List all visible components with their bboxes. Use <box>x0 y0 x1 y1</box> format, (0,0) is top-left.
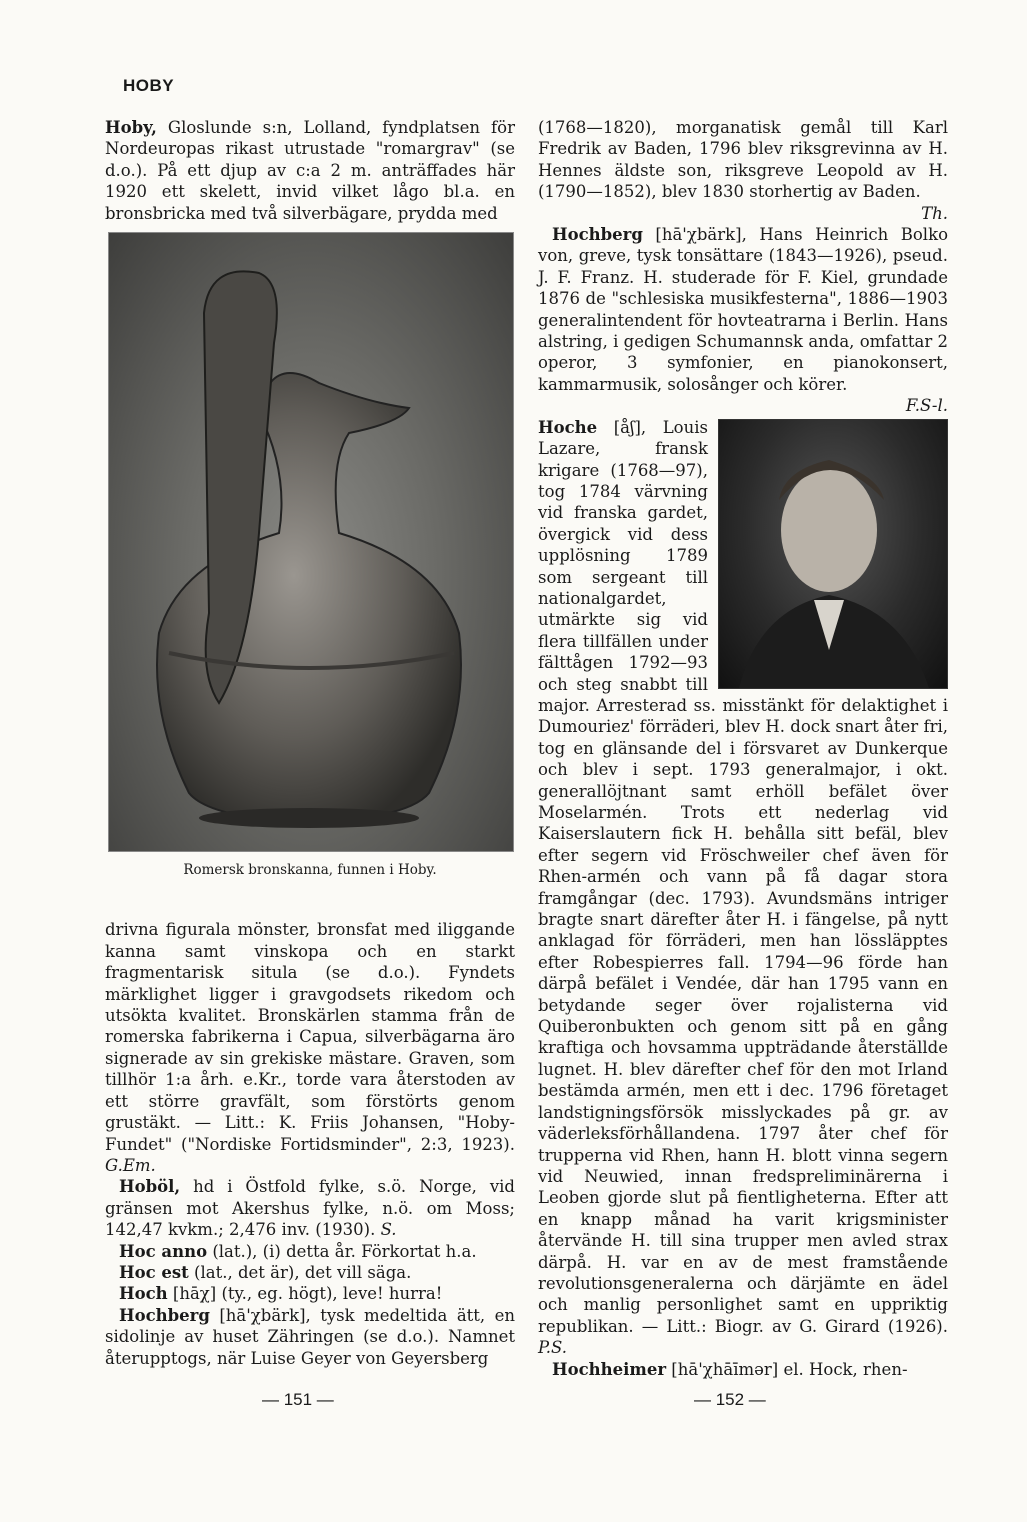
entry-hochberg-continued <box>538 117 948 224</box>
entry-hoby-continued <box>105 919 515 1176</box>
headword: Hoc est <box>119 1262 189 1282</box>
headword: Hoch <box>119 1284 168 1304</box>
entry-text: [hā'χbärk], Hans Heinrich Bolko von, greve, tysk tonsättare (1843—1926), pseud. J. F. Franz. H. studerade för F. Kiel, grundade 1876 de "schlesiska musikfesterna", 1886—1903 generalintendent för hovteatrarna i Berlin. Hans alstring, i gedigen Schumannsk anda, omfattar 2 operor, 3 symfonier, en pianokonsert, kammarmusik, solosånger och körer. <box>538 225 948 394</box>
entry-hochheimer <box>538 1359 948 1380</box>
author-signature: S. <box>380 1220 397 1240</box>
entry-hoc-anno <box>105 1241 515 1262</box>
entry-text: (lat.), (i) detta år. Förkortat h.a. <box>207 1241 477 1261</box>
entry-hochberg-composer <box>538 224 948 417</box>
entry-hobol <box>105 1176 515 1240</box>
bronze-jug-image <box>108 232 514 852</box>
entry-text: [hā'χbärk], tysk medeltida ätt, en sidolinje av huset Zähringen (se d.o.). Namnet återupptogs, när Luise Geyer von Geyersberg <box>105 1305 515 1368</box>
running-header: HOBY <box>123 76 175 95</box>
page-number-right: — 152 — <box>694 1390 766 1409</box>
headword: Hoby, <box>105 118 157 137</box>
hoche-portrait-image <box>718 419 948 689</box>
entry-text: [hā'χhāīmər] el. Hock, rhen- <box>666 1359 908 1379</box>
entry-hochberg-family <box>105 1305 515 1369</box>
author-signature: G.Em. <box>105 1155 156 1175</box>
page-number-left: — 151 — <box>262 1390 334 1409</box>
headword: Hoböl, <box>119 1177 181 1197</box>
headword: Hochheimer <box>552 1359 667 1379</box>
headword: Hochberg <box>552 225 643 245</box>
portrait-illustration <box>719 420 947 688</box>
jug-illustration <box>109 233 513 851</box>
entry-text: (lat., det är), det vill säga. <box>188 1262 412 1282</box>
entry-hoby <box>105 117 515 224</box>
headword: Hochberg <box>119 1305 210 1325</box>
entry-hoch <box>105 1283 515 1304</box>
right-column <box>538 117 948 1380</box>
author-signature: F.S-l. <box>905 396 948 416</box>
author-signature: Th. <box>921 203 948 223</box>
headword: Hoc anno <box>119 1241 208 1261</box>
left-column <box>105 117 515 1369</box>
entry-text: [åʃ], Louis Lazare, fransk krigare (1768—97), tog 1784 värvning vid franska gardet, övergick vid dess upplösning 1789 som sergeant till nationalgardet, utmärkte sig vid flera tillfällen under fälttågen 1792—93 och steg snabbt till major. Arresterad ss. misstänkt för delaktighet i Dumouriez' förräderi, blev H. dock snart åter fri, tog en glänsande del i försvaret av Dunkerque och blev i sept. 1793 generalmajor, i okt. generallöjtnant samt erhöll befälet över Moselarmén. Trots ett nederlag vid Kaiserslautern fick H. behålla sitt befäl, blev efter segern vid Fröschweiler chef även för Rhen-armén och vann på få dagar stora framgångar (dec. 1793). Avundsmäns intriger bragte snart därefter åter H. i fängelse, på nytt anklagad för förräderi, men han lössläpptes efter Robespierres fall. 1794—96 förde han därpå befälet i Vendée, där han 1795 vann en betydande seger över rojalisterna vid Quiberonbukten och genom sitt på en gång kraftiga och hovsamma uppträdande återställde lugnet. H. blev därefter chef för den mot Irland bestämda armén, men ett i dec. 1796 företaget landstigningsförsök misslyckades på gr. av väderleksförhållandena. 1797 åter chef för trupperna vid Rhen, hann H. blott vinna segern vid Neuwied, innan fredspreliminärerna i Leoben gjorde slut på fientligheterna. Efter att en knapp månad ha varit krigsminister återvände H. till sina trupper men avled strax därpå. H. var en av de mest framstående revolutionsgeneralerna och därjämte en ädel och manlig personlighet samt en uppriktig republikan. — Litt.: Biogr. av G. Girard (1926). <box>538 417 948 1336</box>
entry-text: (1768—1820), morganatisk gemål till Karl Fredrik av Baden, 1796 blev riksgrevinna av H. Hennes äldste son, riksgreve Leopold av H. (1790—1852), blev 1830 storhertig av Baden. <box>538 118 948 202</box>
author-signature: P.S. <box>538 1338 567 1358</box>
headword: Hoche <box>538 417 598 437</box>
entry-text: [hāχ] (ty., eg. högt), leve! hurra! <box>167 1284 443 1304</box>
figure-caption: Romersk bronskanna, funnen i Hoby. <box>183 862 437 879</box>
entry-text: Gloslunde s:n, Lolland, fyndplatsen för Nordeuropas rikast utrustade "romargrav" (se d.o.). På ett djup av c:a 2 m. anträffades här 1920 ett skelett, invid vilket lågo bl.a. en bronsbricka med två silverbägare, prydda med <box>105 118 515 223</box>
entry-text: drivna figurala mönster, bronsfat med iliggande kanna samt vinskopa och en starkt fragmentarisk situla (se d.o.). Fyndets märklighet ligger i gravgodsets rikedom och utsökta kvalitet. Bronskärlen stamma från de romerska fabrikerna i Capua, silverbägarna äro signerade av sin grekiske mästare. Graven, som tillhör 1:a årh. e.Kr., torde vara återstoden av ett större gravfält, som förstörts genom grustäkt. — Litt.: K. Friis Johansen, "Hoby-Fundet" ("Nordiske Fortidsminder", 2:3, 1923). <box>105 920 515 1154</box>
entry-hoc-est <box>105 1262 515 1283</box>
entry-text: hd i Östfold fylke, s.ö. Norge, vid gränsen mot Akershus fylke, n.ö. om Moss; 142,47 kvkm.; 2,476 inv. (1930). <box>105 1177 515 1240</box>
